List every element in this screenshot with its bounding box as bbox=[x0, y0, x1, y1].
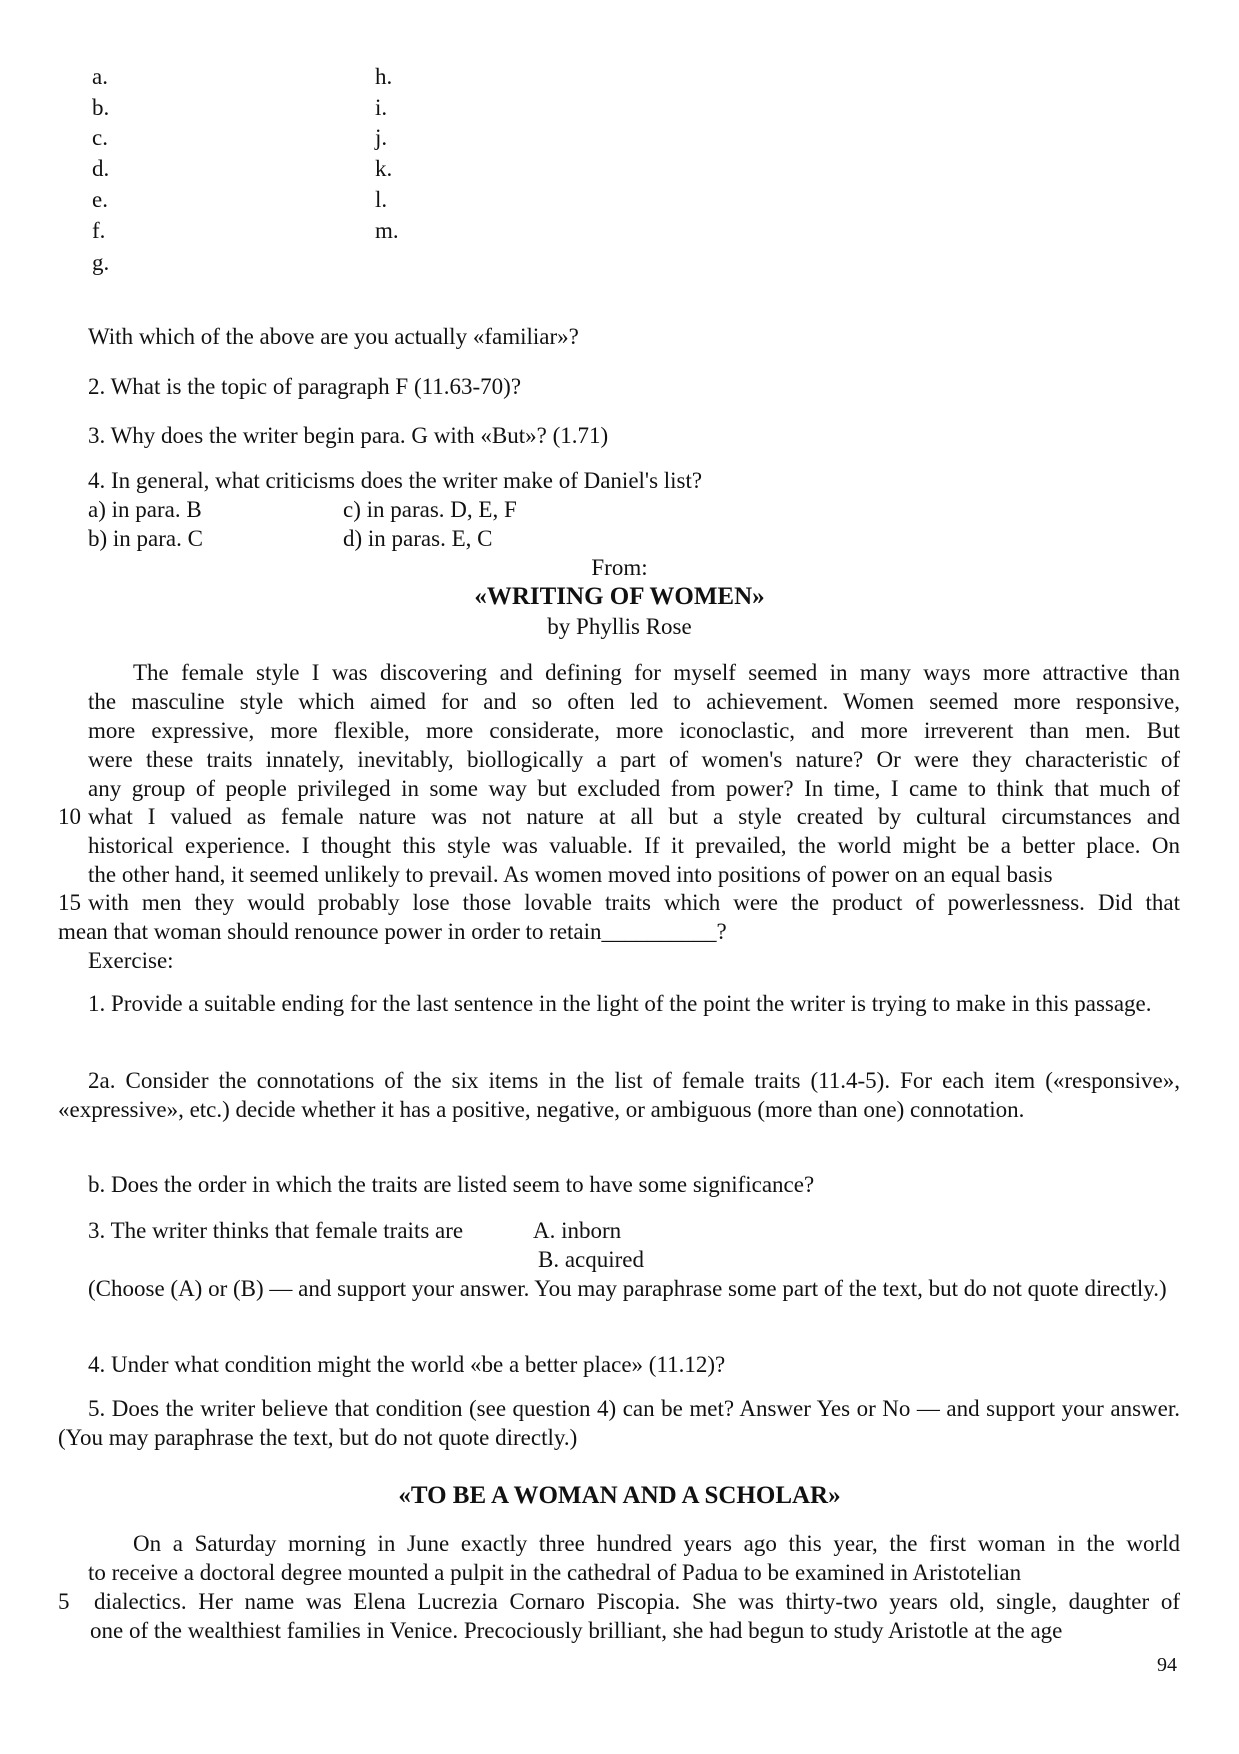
question-familiar: With which of the above are you actually «familiar»? bbox=[88, 324, 579, 349]
passage-line: The female style I was discovering and defining for myself seemed in many ways more attractive than bbox=[133, 660, 1180, 685]
list-letter: g. bbox=[92, 250, 110, 275]
section-title-woman-scholar: «TO BE A WOMAN AND A SCHOLAR» bbox=[398, 1482, 841, 1509]
exercise-2a: 2a. Consider the connotations of the six items in the list of female traits (11.4-5). For each item («responsive», «expressive», etc.) decide whether it has a positive, negative, or ambiguous (more than one) connotation. bbox=[58, 1068, 1180, 1122]
question-4-option-b: b) in para. C bbox=[88, 526, 203, 551]
list-letter: l. bbox=[375, 187, 388, 212]
passage-line: any group of people privileged in some way but excluded from power? In time, I came to think that much of bbox=[88, 776, 1180, 801]
list-letter: c. bbox=[92, 125, 108, 150]
list-letter: k. bbox=[375, 156, 393, 181]
question-3: 3. Why does the writer begin para. G with «But»? (1.71) bbox=[88, 423, 609, 448]
question-4: 4. In general, what criticisms does the writer make of Daniel's list? bbox=[88, 468, 703, 493]
exercise-1: 1. Provide a suitable ending for the last sentence in the light of the point the writer is trying to make in this passage. bbox=[88, 991, 1152, 1016]
list-letter: d. bbox=[92, 156, 110, 181]
list-letter: a. bbox=[92, 64, 108, 89]
exercise-5: 5. Does the writer believe that condition (see question 4) can be met? Answer Yes or No — and support your answer. (You may paraphrase the text, but do not quote directly.) bbox=[58, 1396, 1180, 1450]
question-4-option-c: c) in paras. D, E, F bbox=[343, 497, 517, 522]
passage-line: more expressive, more flexible, more considerate, more iconoclastic, and more irreverent than men. But bbox=[88, 718, 1180, 743]
line-number: 10 bbox=[58, 804, 81, 829]
line-number: 5 bbox=[58, 1589, 70, 1614]
line-number: 15 bbox=[58, 890, 81, 915]
passage-line: with men they would probably lose those lovable traits which were the product of powerlessness. Did that bbox=[88, 890, 1180, 915]
list-letter: e. bbox=[92, 187, 108, 212]
question-4-option-a: a) in para. B bbox=[88, 497, 202, 522]
list-letter: m. bbox=[375, 218, 399, 243]
list-letter: b. bbox=[92, 95, 110, 120]
exercise-2b: b. Does the order in which the traits are listed seem to have some significance? bbox=[88, 1172, 815, 1197]
passage-line: were these traits innately, inevitably, biollogically a part of women's nature? Or were they characteristic of bbox=[88, 747, 1180, 772]
from-label: From: bbox=[591, 555, 648, 580]
passage-line: dialectics. Her name was Elena Lucrezia Cornaro Piscopia. She was thirty-two years old, single, daughter of bbox=[94, 1589, 1180, 1614]
section-title-writing-of-women: «WRITING OF WOMEN» bbox=[474, 583, 765, 610]
page-number: 94 bbox=[1157, 1654, 1177, 1676]
exercise-3-option-b: B. acquired bbox=[538, 1247, 645, 1272]
list-letter: j. bbox=[375, 125, 388, 150]
question-4-option-d: d) in paras. E, C bbox=[343, 526, 493, 551]
list-letter: f. bbox=[92, 218, 106, 243]
passage-line: the masculine style which aimed for and so often led to achievement. Women seemed more responsive, bbox=[88, 689, 1180, 714]
passage-line: one of the wealthiest families in Venice. Precociously brilliant, she had begun to study Aristotle at the age bbox=[90, 1618, 1063, 1643]
passage-line: historical experience. I thought this style was valuable. If it prevailed, the world might be a better place. On bbox=[88, 833, 1180, 858]
list-letter: h. bbox=[375, 64, 393, 89]
passage-line: to receive a doctoral degree mounted a pulpit in the cathedral of Padua to be examined in Aristotelian bbox=[88, 1560, 1022, 1585]
exercise-label: Exercise: bbox=[88, 948, 174, 973]
passage-line: On a Saturday morning in June exactly three hundred years ago this year, the first woman in the world bbox=[133, 1531, 1180, 1556]
list-letter: i. bbox=[375, 95, 388, 120]
question-2: 2. What is the topic of paragraph F (11.63-70)? bbox=[88, 374, 522, 399]
passage-line: mean that woman should renounce power in order to retain__________? bbox=[58, 919, 727, 944]
author-byline: by Phyllis Rose bbox=[547, 614, 692, 639]
exercise-3-option-a: A. inborn bbox=[533, 1218, 622, 1243]
exercise-3: 3. The writer thinks that female traits are bbox=[88, 1218, 464, 1243]
exercise-4: 4. Under what condition might the world «be a better place» (11.12)? bbox=[88, 1352, 726, 1377]
passage-line: what I valued as female nature was not nature at all but a style created by cultural circumstances and bbox=[88, 804, 1180, 829]
exercise-3-note: (Choose (A) or (B) — and support your answer. You may paraphrase some part of the text, but do not quote directly.) bbox=[88, 1276, 1167, 1301]
passage-line: the other hand, it seemed unlikely to prevail. As women moved into positions of power on an equal basis bbox=[88, 862, 1053, 887]
